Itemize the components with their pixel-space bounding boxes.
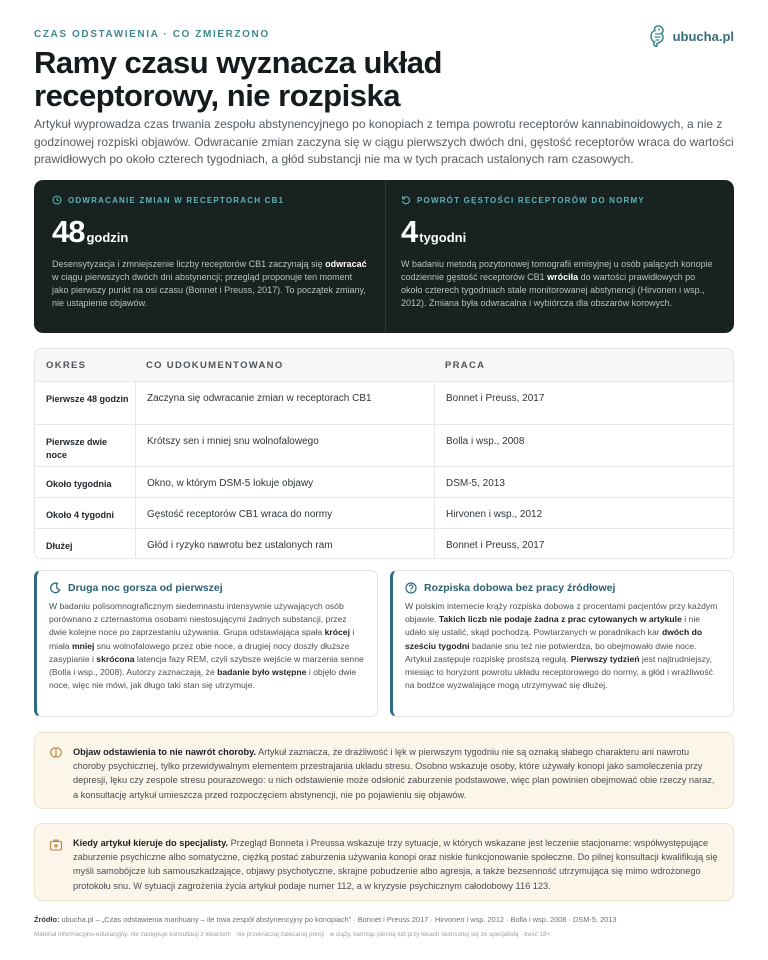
- moon-icon: [49, 582, 61, 594]
- rotate-ccw-icon: [401, 195, 411, 205]
- logo[interactable]: [647, 24, 734, 48]
- card-title: Druga noc gorsza od pierwszej: [68, 582, 223, 594]
- stat-number: 4: [401, 214, 418, 249]
- header-documented: CO UDOKUMENTOWANO: [146, 359, 284, 371]
- card-title: Rozpiska dobowa bez pracy źródłowej: [424, 582, 616, 594]
- table-row: Pierwsze dwie noce Krótszy sen i mniej snu wolnofalowego Bolla i wsp., 2008: [35, 424, 733, 466]
- note-text: Kiedy artykuł kieruje do specjalisty. Przegląd Bonneta i Preussa wskazuje trzy sytuacje, w których wskazane jest leczenie stacjonarne: współwystępujące zaburzenie psychiczne albo somatyczne, ciężką postać zaburzenia używania konopi oraz niskie funkcjonowanie społeczne. Do pilnej konsultacji kwalifikują się myśli samobójcze lub samouszkadzające, objawy psychotyczne, skrajne pobudzenie albo agresja, a także bezsenność utrzymująca się mimo wdrożonego protokołu snu. W sytuacji zagrożenia życia artykuł podaje numer 112, a w kryzysie psychicznym całodobowy 116 123.: [73, 838, 718, 891]
- stat-label: ODWRACANIE ZMIAN W RECEPTORACH CB1: [68, 195, 285, 205]
- table-row: Około 4 tygodni Gęstość receptorów CB1 wraca do normy Hirvonen i wsp., 2012: [35, 497, 733, 528]
- clock-icon: [52, 195, 62, 205]
- timeline-table: [34, 348, 734, 559]
- header-period: OKRES: [46, 359, 87, 371]
- card-text: W polskim internecie krąży rozpiska dobowa z procentami pacjentów przy każdym objawie. Takich liczb nie podaje żadna z prac cytowanych w artykule i nie udało się ustalić, skąd pochodzą. Powtarzanych w poradnikach kar dwóch do sześciu tygodni badanie snu też nie potwierdza, bo obejmowało dwie noce. Artykuł zastępuje rozpiskę prostszą regułą. Pierwszy tydzień jest najtrudniejszy, miesiąc to horyzont powrotu układu receptorowego do normy, a głód i wrażliwość na bodźce wyzwalające mogą utrzymywać się dłużej.: [405, 601, 718, 691]
- disclaimer: Materiał informacyjno-edukacyjny, nie zastępuje konsultacji z lekarzem · nie przekraczaj zalecanej porcji · w ciąży, karmiąc piersią lub przy lekach skonsultuj się ze specjalistą · treść 18+.: [34, 931, 552, 938]
- table-header: [35, 349, 733, 381]
- brain-icon: [49, 746, 63, 760]
- stat-description: Desensytyzacja i zmniejszenie liczby receptorów CB1 zaczynają się odwracać w ciągu pierwszych dwóch dni abstynencji; przegląd proponuje ten moment jako pierwszy punkt na osi czasu (Bonnet i Preuss, 2017). To początek zmiany, nie ustąpienie objawów.: [52, 259, 367, 308]
- page-title: Ramy czasu wyznacza układ receptorowy, nie rozpiska: [34, 45, 442, 113]
- note-text: Objaw odstawienia to nie nawrót choroby. Artykuł zaznacza, że drażliwość i lęk w pierwszym tygodniu nie są oznaką słabego charakteru ani nawrotu choroby psychicznej, tylko przewidywalnym elementem przestrajania układu stresu. Osobno wskazuje osoby, które używały konopi jako samoleczenia przy depresji, lęku czy zespole stresu pourazowego: u nich odstawienie może odsłonić zaburzenie podstawowe, więc plan powinien obejmować obie rzeczy naraz, a konsultację artykuł umieszcza przed rozpoczęciem abstynencji, nie po pojawieniu się objawów.: [73, 747, 715, 800]
- header-study: PRACA: [445, 359, 486, 371]
- medical-kit-icon: [49, 838, 63, 852]
- stat-receptor-density: [385, 180, 734, 333]
- question-circle-icon: [405, 582, 417, 594]
- stat-label: POWRÓT GĘSTOŚCI RECEPTORÓW DO NORMY: [417, 195, 645, 205]
- seahorse-icon: [647, 24, 667, 48]
- logo-text: ubucha.pl: [672, 28, 734, 44]
- table-row: Około tygodnia Okno, w którym DSM-5 lokuje objawy DSM-5, 2013: [35, 466, 733, 497]
- table-row: Dłużej Głód i ryzyko nawrotu bez ustalonych ram Bonnet i Preuss, 2017: [35, 528, 733, 558]
- card-daily-schedule: [390, 570, 734, 717]
- source-line: Źródło: ubucha.pl – „Czas odstawienia marihuany – ile trwa zespół abstynencyjny po konopiach” · Bonnet i Preuss 2017 · Hirvonen i wsp. 2012 · Bolla i wsp. 2008 · DSM-5, 2013: [34, 915, 617, 924]
- card-sleep-study: [34, 570, 378, 717]
- table-row: Pierwsze 48 godzin Zaczyna się odwracanie zmian w receptorach CB1 Bonnet i Preuss, 2017: [35, 381, 733, 424]
- note-not-relapse: [34, 732, 734, 809]
- stat-number: 48: [52, 214, 85, 249]
- stat-cb1-reversal: [34, 180, 385, 333]
- stats-panel: [34, 180, 734, 333]
- card-text: W badaniu polisomnograficznym siedemnastu intensywnie używających osób porównano z czternastoma osobami niestosującymi żadnych substancji, przez dwie kolejne noce po zaprzestaniu używania. Grupa odstawiająca spała krócej i miała mniej snu wolnofalowego przez obie noce, a drugiej nocy doszły dłuższe zasypianie i skrócona latencja fazy REM, czyli szybsze wejście w marzenia senne (Bolla i wsp., 2008). Autorzy zaznaczają, że badanie było wstępne i objęło dwie noce, więc nie mówi, jak długo taki stan się utrzymuje.: [49, 601, 364, 691]
- stat-unit: godzin: [86, 230, 129, 245]
- lede: Artykuł wyprowadza czas trwania zespołu abstynencyjnego po konopiach z tempa powrotu receptorów kannabinoidowych, a nie z godzinowej rozpiski objawów. Odwracanie zmian zaczyna się w ciągu pierwszych dwóch dni, gęstość receptorów wraca do wartości prawidłowych po około czterech tygodniach, a głód substancji nie ma w tych pracach ustalonych ram czasowych.: [34, 117, 734, 166]
- stat-description: W badaniu metodą pozytonowej tomografii emisyjnej u osób palących konopie codziennie gęstość receptorów CB1 wróciła do wartości prawidłowych po około czterech tygodniach stale monitorowanej abstynencji (Hirvonen i wsp., 2012). Zmiana była odwracalna i wybiórcza dla obszarów korowych.: [401, 259, 713, 308]
- stat-unit: tygodni: [419, 230, 467, 245]
- kicker: CZAS ODSTAWIENIA · CO ZMIERZONO: [34, 29, 270, 40]
- note-specialist: [34, 823, 734, 901]
